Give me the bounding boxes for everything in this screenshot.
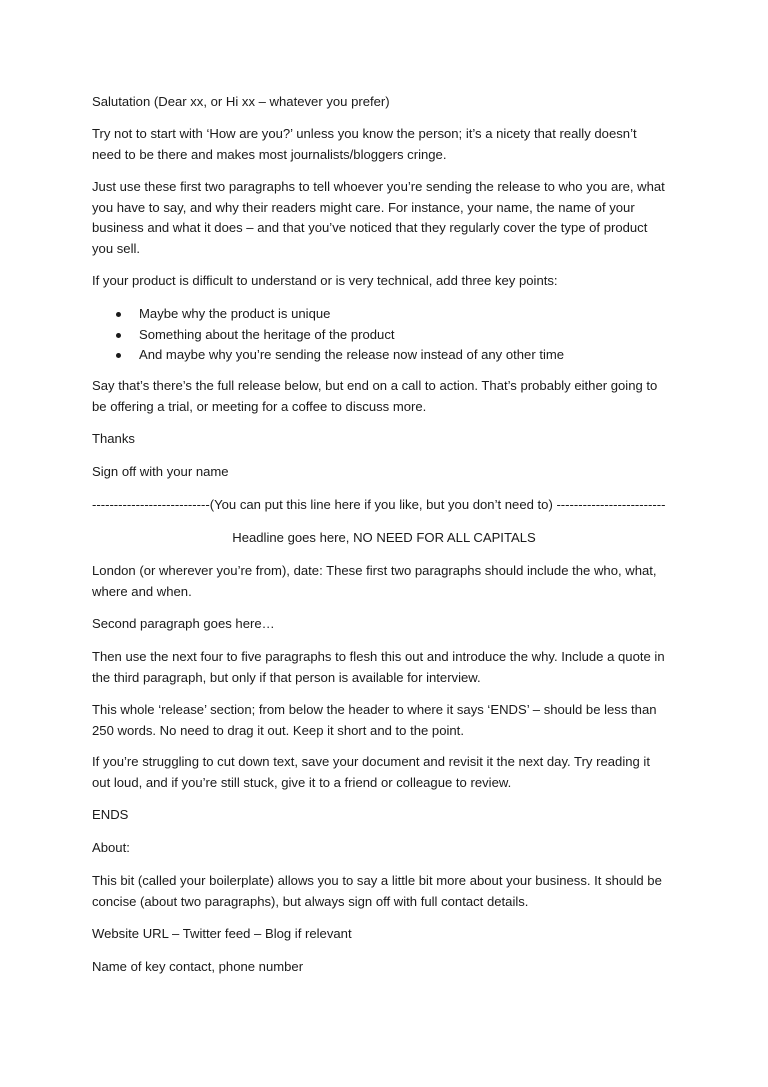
bullet-icon (116, 333, 121, 338)
word-limit-paragraph (92, 700, 692, 741)
list-item (92, 325, 692, 346)
first-two-paragraphs-advice (92, 177, 692, 259)
list-item-text: And maybe why you’re sending the release now instead of any other time (139, 347, 565, 362)
section-divider (92, 495, 692, 516)
boilerplate-line: This bit (called your boilerplate) allows you to say a little bit more about your business. It should be (92, 873, 662, 888)
ends-marker (92, 805, 692, 826)
intro-paragraph (92, 124, 692, 165)
list-item-text: Something about the heritage of the product (139, 326, 395, 342)
list-item (92, 304, 692, 325)
signoff-text: Sign off with your name (92, 464, 229, 479)
boilerplate-line: concise (about two paragraphs), but always sign off with full contact details. (92, 893, 529, 909)
release-headline (92, 528, 676, 549)
dateline-paragraph (92, 561, 692, 602)
advice-line: Just use these first two paragraphs to tell whoever you’re sending the release to who you are, what (92, 179, 665, 194)
salutation-text: Salutation (Dear xx, or Hi xx – whatever you prefer) (92, 94, 390, 109)
ends-text: ENDS (92, 807, 129, 822)
headline-text: Headline goes here, NO NEED FOR ALL CAPITALS (232, 530, 536, 545)
body-advice-line: Then use the next four to five paragraphs to flesh this out and introduce the why. Include a quote in (92, 649, 665, 664)
editing-tips-line: out loud, and if you’re still stuck, give it to a friend or colleague to review. (92, 774, 512, 790)
about-text: About: (92, 840, 130, 855)
thanks-text: Thanks (92, 431, 135, 446)
boilerplate-paragraph (92, 871, 692, 912)
cta-line: Say that’s there’s the full release below, but end on a call to action. That’s probably either going to (92, 378, 658, 393)
dateline-line: where and when. (92, 583, 192, 599)
body-paragraphs-advice (92, 647, 692, 688)
thanks-line (92, 429, 692, 450)
intro-line: need to be there and makes most journalists/bloggers cringe. (92, 146, 447, 162)
editing-tips-line: If you’re struggling to cut down text, save your document and revisit it the next day. Try reading it (92, 754, 650, 769)
website-text: Website URL – Twitter feed – Blog if relevant (92, 926, 352, 941)
key-points-list (92, 304, 692, 366)
list-item (92, 345, 692, 366)
intro-line: Try not to start with ‘How are you?’ unless you know the person; it’s a nicety that really doesn’t (92, 126, 637, 141)
about-heading (92, 838, 692, 859)
key-points-intro (92, 271, 692, 292)
divider-text: ---------------------------(You can put this line here if you like, but you don’t need to) ------------------------- (92, 497, 666, 512)
cta-line: be offering a trial, or meeting for a coffee to discuss more. (92, 398, 427, 414)
second-paragraph (92, 614, 692, 635)
bullet-icon (116, 353, 121, 358)
call-to-action-paragraph (92, 376, 692, 417)
website-line (92, 924, 692, 945)
contact-text: Name of key contact, phone number (92, 959, 304, 974)
advice-line: business and what it does – and that you’ve noticed that they regularly cover the type of product (92, 220, 648, 235)
editing-tips-paragraph (92, 752, 692, 793)
word-limit-line: 250 words. No need to drag it out. Keep it short and to the point. (92, 722, 464, 738)
list-item-text: Maybe why the product is unique (139, 306, 331, 321)
advice-line: you have to say, and why their readers might care. For instance, your name, the name of your (92, 199, 635, 215)
contact-line (92, 957, 692, 978)
body-advice-line: the third paragraph, but only if that person is available for interview. (92, 669, 481, 685)
second-paragraph-text: Second paragraph goes here… (92, 616, 275, 631)
word-limit-line: This whole ‘release’ section; from below the header to where it says ‘ENDS’ – should be less than (92, 702, 657, 717)
advice-line: you sell. (92, 240, 141, 256)
bullet-icon (116, 312, 121, 317)
signoff-line (92, 462, 692, 483)
key-points-intro-text: If your product is difficult to understand or is very technical, add three key points: (92, 273, 558, 288)
dateline-line: London (or wherever you’re from), date: These first two paragraphs should include the who, what, (92, 563, 657, 578)
salutation-paragraph (92, 92, 692, 113)
